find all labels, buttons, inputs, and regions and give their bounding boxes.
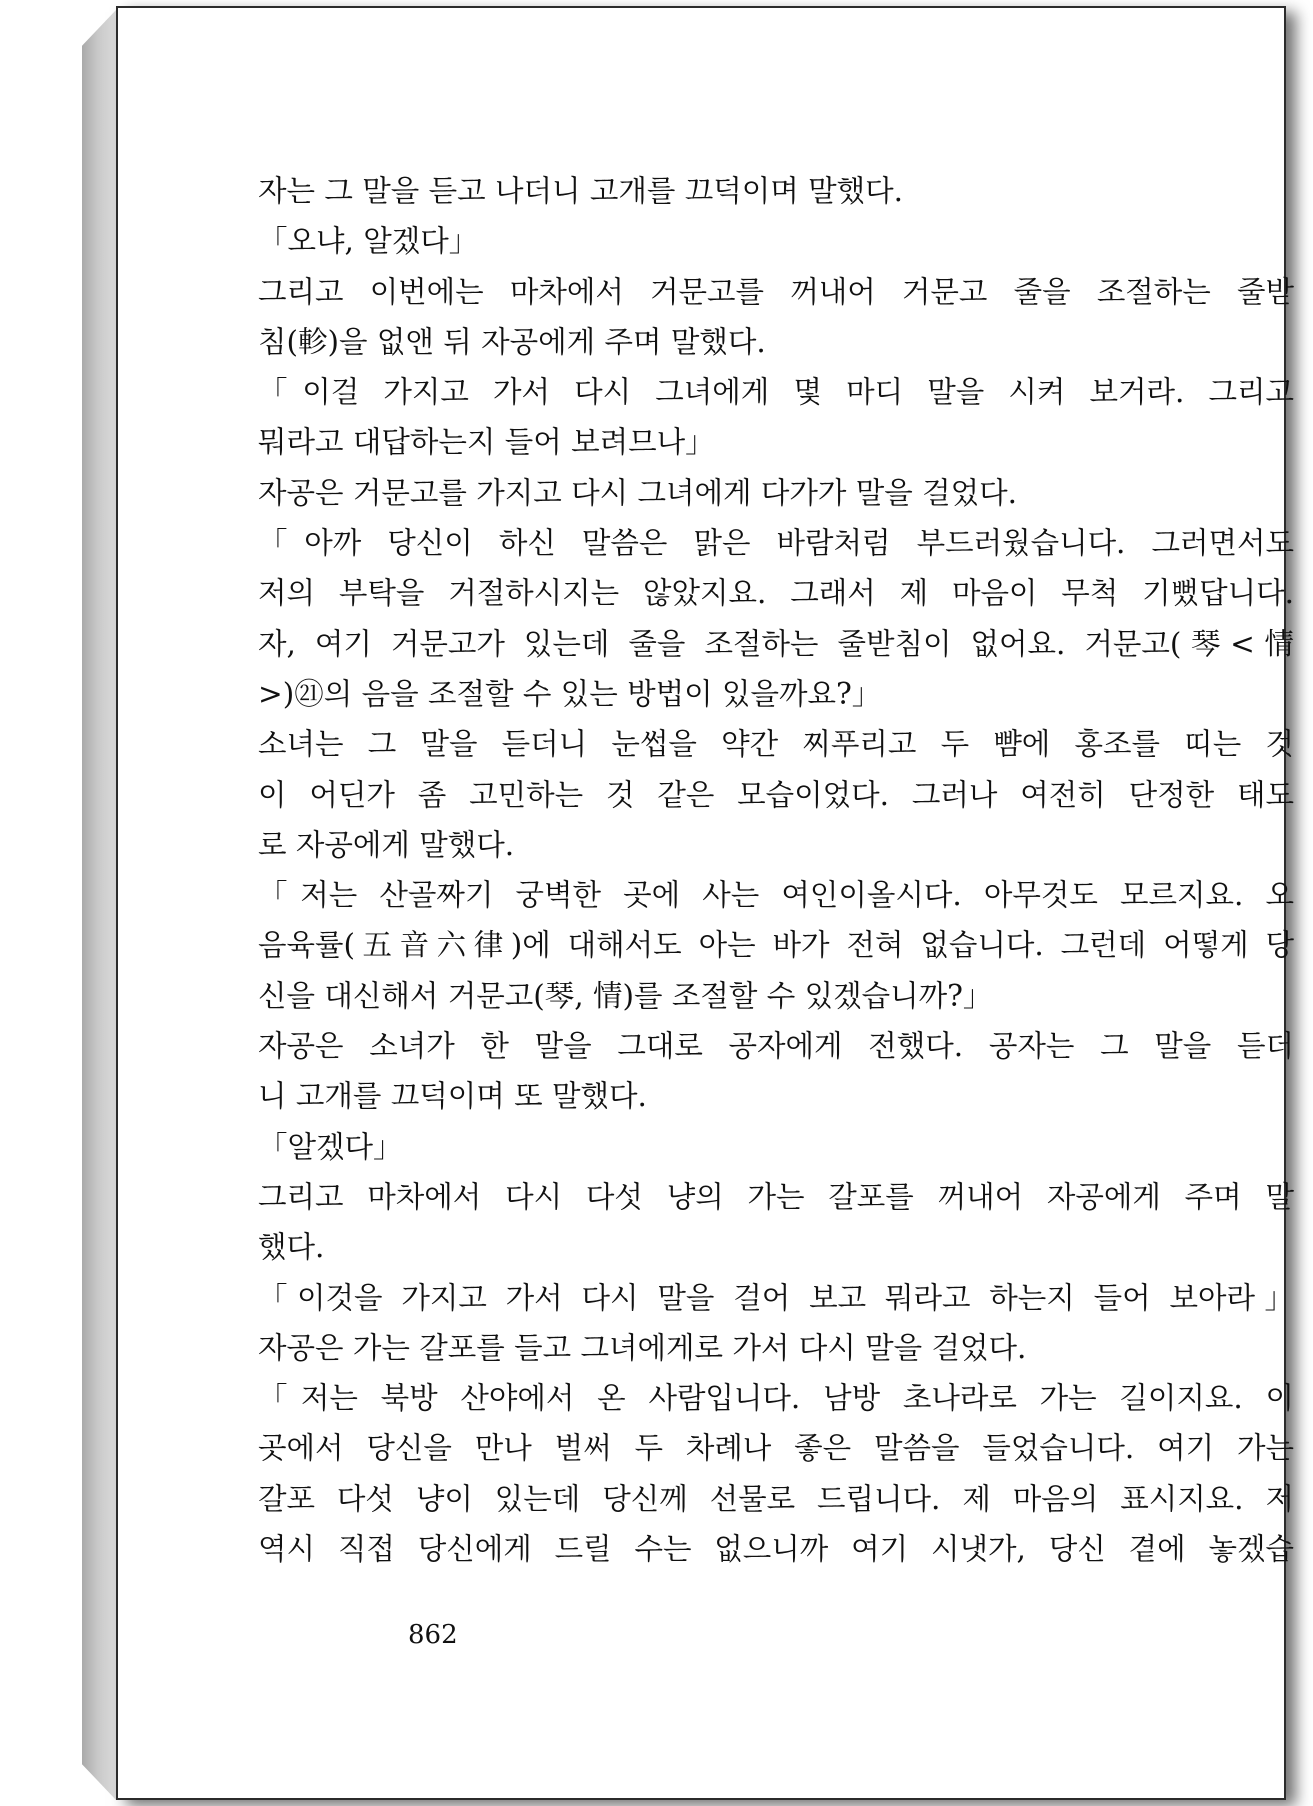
text-line: 「아까 당신이 하신 말씀은 맑은 바람처럼 부드러웠습니다. 그러면서도 xyxy=(258,526,1294,561)
text-line: 「이걸 가지고 가서 다시 그녀에게 몇 마디 말을 시켜 보거라. 그리고 xyxy=(258,375,1294,410)
text-line: 소녀는 그 말을 듣더니 눈썹을 약간 찌푸리고 두 뺨에 홍조를 띠는 것 xyxy=(258,727,1294,762)
text-line: >)㉑의 음을 조절할 수 있는 방법이 있을까요?」 xyxy=(258,676,882,711)
text-line: 갈포 다섯 냥이 있는데 당신께 선물로 드립니다. 제 마음의 표시지요. 저 xyxy=(258,1481,1294,1516)
text-line: 자공은 소녀가 한 말을 그대로 공자에게 전했다. 공자는 그 말을 듣더 xyxy=(258,1029,1294,1064)
text-line: 역시 직접 당신에게 드릴 수는 없으니까 여기 시냇가, 당신 곁에 놓겠습 xyxy=(258,1532,1294,1567)
text-line: 곳에서 당신을 만나 벌써 두 차례나 좋은 말씀을 들었습니다. 여기 가는 xyxy=(258,1431,1294,1466)
text-line: 음육률(五音六律)에 대해서도 아는 바가 전혀 없습니다. 그런데 어떻게 당 xyxy=(258,928,1294,963)
text-line: 자는 그 말을 듣고 나더니 고개를 끄덕이며 말했다. xyxy=(258,174,903,208)
text-line: 「저는 산골짜기 궁벽한 곳에 사는 여인이올시다. 아무것도 모르지요. 오 xyxy=(258,878,1294,913)
body-text xyxy=(258,166,1294,1574)
text-line: 「오냐, 알겠다」 xyxy=(258,224,479,259)
text-line: 신을 대신해서 거문고(琴, 情)를 조절할 수 있겠습니까?」 xyxy=(258,978,993,1013)
text-line: 자, 여기 거문고가 있는데 줄을 조절하는 줄받침이 없어요. 거문고(琴<情 xyxy=(258,626,1294,661)
text-line: 로 자공에게 말했다. xyxy=(258,827,515,862)
text-line: 니 고개를 끄덕이며 또 말했다. xyxy=(258,1079,647,1114)
book-spine xyxy=(82,10,116,1800)
text-line: 저의 부탁을 거절하시지는 않았지요. 그래서 제 마음이 무척 기뻤답니다. xyxy=(258,576,1294,611)
text-line: 「알겠다」 xyxy=(258,1129,403,1164)
book-page xyxy=(116,6,1294,1800)
text-line: 그리고 마차에서 다시 다섯 냥의 가는 갈포를 꺼내어 자공에게 주며 말 xyxy=(258,1179,1294,1214)
text-line: 자공은 거문고를 가지고 다시 그녀에게 다가가 말을 걸었다. xyxy=(258,475,1017,510)
text-line: 자공은 가는 갈포를 들고 그녀에게로 가서 다시 말을 걸었다. xyxy=(258,1330,1027,1365)
text-line: 「저는 북방 산야에서 온 사람입니다. 남방 초나라로 가는 길이지요. 이 xyxy=(258,1381,1294,1416)
text-line: 그리고 이번에는 마차에서 거문고를 꺼내어 거문고 줄을 조절하는 줄받 xyxy=(258,274,1294,309)
page-number: 862 xyxy=(408,1620,458,1650)
text-line: 「이것을 가지고 가서 다시 말을 걸어 보고 뭐라고 하는지 들어 보아라」 xyxy=(258,1280,1294,1315)
text-line: 뭐라고 대답하는지 들어 보려므나」 xyxy=(258,425,715,460)
text-line: 침(軫)을 없앤 뒤 자공에게 주며 말했다. xyxy=(258,324,766,359)
text-line: 이 어딘가 좀 고민하는 것 같은 모습이었다. 그러나 여전히 단정한 태도 xyxy=(258,777,1294,812)
text-line: 했다. xyxy=(258,1230,325,1265)
